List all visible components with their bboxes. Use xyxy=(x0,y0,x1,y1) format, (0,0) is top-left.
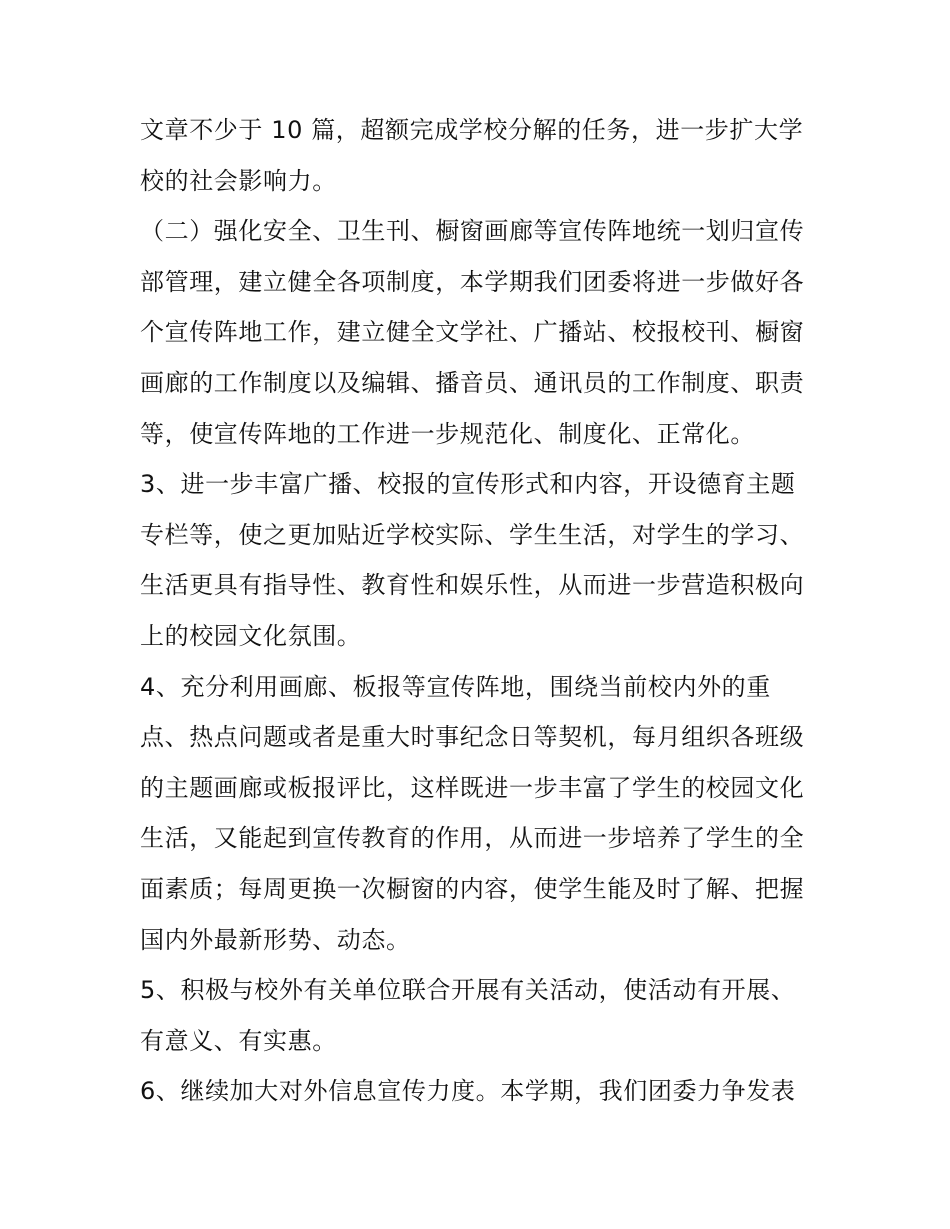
text-line: （二）强化安全、卫生刊、橱窗画廊等宣传阵地统一划归宣传 xyxy=(140,217,805,246)
text-line: 3、进一步丰富广播、校报的宣传形式和内容，开设德育主题 xyxy=(140,470,796,499)
text-line: 的主题画廊或板报评比，这样既进一步丰富了学生的校园文化 xyxy=(140,773,805,802)
text-line: 个宣传阵地工作，建立健全文学社、广播站、校报校刊、橱窗 xyxy=(140,318,805,347)
text-line: 5、积极与校外有关单位联合开展有关活动，使活动有开展、 xyxy=(140,976,796,1005)
text-line: 4、充分利用画廊、板报等宣传阵地，围绕当前校内外的重 xyxy=(140,672,771,701)
text-line: 画廊的工作制度以及编辑、播音员、通讯员的工作制度、职责 xyxy=(140,368,805,397)
text-line: 文章不少于 10 篇，超额完成学校分解的任务，进一步扩大学 xyxy=(140,116,804,144)
text-line: 上的校园文化氛围。 xyxy=(140,621,362,650)
text-line: 专栏等，使之更加贴近学校实际、学生生活，对学生的学习、 xyxy=(140,520,805,549)
text-line: 点、热点问题或者是重大时事纪念日等契机，每月组织各班级 xyxy=(140,723,805,752)
text-line: 面素质；每周更换一次橱窗的内容，使学生能及时了解、把握 xyxy=(140,874,805,903)
text-line: 生活，又能起到宣传教育的作用，从而进一步培养了学生的全 xyxy=(140,824,805,853)
text-line: 等，使宣传阵地的工作进一步规范化、制度化、正常化。 xyxy=(140,419,755,448)
text-line: 生活更具有指导性、教育性和娱乐性，从而进一步营造积极向 xyxy=(140,571,805,600)
text-line: 校的社会影响力。 xyxy=(140,166,337,195)
text-line: 部管理，建立健全各项制度，本学期我们团委将进一步做好各 xyxy=(140,267,805,296)
text-line: 有意义、有实惠。 xyxy=(140,1026,337,1055)
text-line: 6、继续加大对外信息宣传力度。本学期，我们团委力争发表 xyxy=(140,1077,796,1106)
document-body xyxy=(140,105,820,1117)
text-line: 国内外最新形势、动态。 xyxy=(140,925,411,954)
